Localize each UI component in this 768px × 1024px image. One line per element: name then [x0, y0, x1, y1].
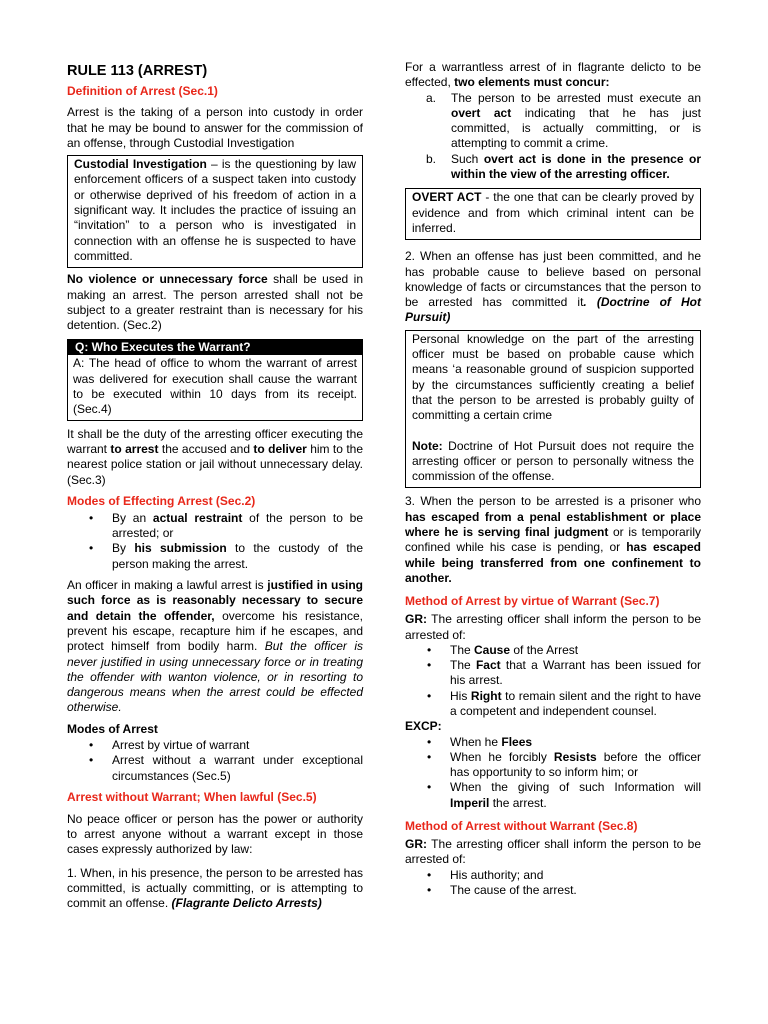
- warrantless-a: For a warrantless arrest of in flagrante delicto to be effected,: [405, 60, 701, 90]
- item-bold: overt act is done in the presence or within the view of the arresting officer.: [451, 151, 701, 182]
- officer-c: overcome his resistance, prevent his escape, recapture him if he escapes, and protect himself from bodily harm.: [67, 608, 363, 654]
- item-pre: When he: [450, 734, 502, 749]
- item-pre: His: [450, 688, 471, 703]
- item-pre: The person to be arrested must execute an: [451, 90, 701, 105]
- item-pre: By: [112, 541, 135, 556]
- gr2-paragraph: [405, 837, 701, 868]
- no-violence-text: shall be used in making an arrest. The person arrested shall not be subject to a greater restraint than is necessary for his detention. (Sec.2): [67, 272, 363, 333]
- list-item: [427, 658, 701, 689]
- bullet-icon: •: [427, 734, 432, 749]
- overt-act-box: [405, 188, 701, 240]
- duty-a: It shall be the duty of the arresting officer executing the warrant: [67, 426, 363, 456]
- item-bold: his submission: [134, 541, 227, 556]
- gr-label: GR:: [405, 612, 427, 627]
- note-text: Doctrine of Hot Pursuit does not require the arresting officer or person to personally witness the commission of the offense.: [412, 438, 694, 484]
- item-bold: Imperil: [450, 795, 490, 810]
- item-bold: Cause: [474, 642, 511, 657]
- list-item: [427, 749, 701, 781]
- duty-e: him to the nearest police station or jail without unnecessary delay. (Sec.3): [67, 441, 364, 487]
- item-bold: Flees: [501, 734, 533, 749]
- gr2-list: [405, 868, 701, 899]
- duty-paragraph: [67, 427, 363, 488]
- item-pre: By an: [112, 510, 153, 525]
- item-text: Arrest by virtue of warrant: [112, 737, 250, 752]
- bullet-icon: •: [89, 541, 94, 556]
- item1-bold-italic: (Flagrante Delicto Arrests): [171, 896, 322, 911]
- duty-c: the accused and: [158, 441, 254, 456]
- no-violence-paragraph: [67, 272, 363, 333]
- excp-label: EXCP:: [405, 719, 442, 734]
- item3-c: or is temporarily confined while his case is pending, or: [405, 525, 702, 555]
- item-text: His authority; and: [450, 867, 544, 882]
- item2-bold-italic: . (Doctrine of Hot Pursuit): [405, 295, 702, 325]
- item2-text: 2. When an offense has just been committed, and he has probable cause to believe based on personal knowledge of facts or circumstances that the person to be arrested has committed it: [405, 249, 701, 310]
- item-bold: Resists: [553, 749, 597, 764]
- custodial-investigation-box: [67, 155, 363, 268]
- question-bar: Q: Who Executes the Warrant?: [67, 339, 363, 355]
- item-post: that a Warrant has been issued for his arrest.: [450, 658, 701, 688]
- overt-term: OVERT ACT: [412, 190, 482, 205]
- list-item: [89, 753, 363, 784]
- warrantless-b: two elements must concur:: [454, 75, 610, 90]
- duty-b: to arrest: [110, 441, 159, 456]
- list-item: [89, 541, 363, 572]
- item-2-paragraph: [405, 249, 701, 325]
- right-column: [405, 60, 701, 898]
- list-item: [89, 737, 363, 753]
- note-label: Note:: [412, 438, 443, 453]
- qa-block: [67, 339, 363, 420]
- item-pre: The: [450, 658, 476, 673]
- gr-paragraph: [405, 612, 701, 643]
- hot-pursuit-note: [412, 439, 694, 485]
- item-post: to the custody of the person making the arrest.: [112, 541, 363, 571]
- item-post: the arrest.: [489, 795, 547, 810]
- personal-knowledge-box: [405, 330, 701, 489]
- without-warrant-text: No peace officer or person has the power or authority to arrest anyone without a warrant except in those cases expressly authorized by law:: [67, 811, 363, 857]
- item-bold: actual restraint: [152, 510, 243, 525]
- bullet-icon: •: [427, 642, 432, 657]
- gr2-label: GR:: [405, 837, 427, 852]
- elements-list: [405, 91, 701, 183]
- bullet-icon: •: [427, 780, 432, 795]
- item-bold: Fact: [475, 658, 501, 673]
- custodial-investigation-text: [74, 157, 356, 264]
- item3-a: 3. When the person to be arrested is a prisoner who: [405, 494, 701, 509]
- bullet-icon: •: [427, 658, 432, 673]
- modes-effecting-heading: Modes of Effecting Arrest (Sec.2): [67, 493, 256, 508]
- modes-arrest-heading: Modes of Arrest: [67, 721, 158, 736]
- item-post: before the officer has opportunity to so inform him; or: [450, 749, 701, 780]
- item-post: of the person to be arrested; or: [112, 510, 363, 541]
- item-pre: The: [450, 642, 475, 657]
- duty-d: to deliver: [253, 441, 307, 456]
- item-post: to remain silent and the right to have a competent and independent counsel.: [450, 688, 701, 718]
- definition-heading: Definition of Arrest (Sec.1): [67, 84, 218, 99]
- definition-text: Arrest is the taking of a person into custody in order that he may be bound to answer for the commission of an offense, through Custodial Investigation: [67, 105, 363, 150]
- list-item: [427, 882, 701, 898]
- with-warrant-heading: Method of Arrest by virtue of Warrant (Sec.7): [405, 594, 660, 609]
- personal-knowledge-text: Personal knowledge on the part of the arresting officer must be based on probable cause which means ‘a reasonable ground of suspicion supported by the circumstances sufficiently creating a belief that the person to be arrested is probably guilty of committing a certain crime: [412, 331, 694, 423]
- officer-a: An officer in making a lawful arrest is: [67, 578, 268, 593]
- item-pre: Such: [451, 151, 484, 166]
- item-3-paragraph: [405, 494, 701, 586]
- modes-arrest-list: [67, 738, 363, 784]
- item-marker: b.: [426, 151, 437, 166]
- gr-text: The arresting officer shall inform the person to be arrested of:: [405, 612, 701, 642]
- list-item: [427, 734, 701, 750]
- bullet-icon: •: [89, 753, 94, 768]
- officer-paragraph: [67, 578, 363, 716]
- list-item: [427, 688, 701, 720]
- officer-d: But the officer is never justified in using unnecessary force or in treating the offender with wanton violence, or in resorting to dangerous means when the arrest could be effected otherwise.: [67, 639, 363, 715]
- answer-box: [67, 355, 363, 420]
- modes-effecting-list: [67, 511, 363, 572]
- list-item: [426, 90, 701, 152]
- item-pre: When the giving of such Information will: [450, 780, 701, 795]
- list-item: [427, 780, 701, 811]
- bullet-icon: •: [427, 749, 432, 764]
- bullet-icon: •: [427, 688, 432, 703]
- excp-list: [405, 735, 701, 811]
- item3-d: has escaped while being transferred from one confinement to another.: [405, 540, 701, 585]
- no-violence-bold: No violence or unnecessary force: [67, 272, 268, 287]
- item-text: The cause of the arrest.: [450, 882, 577, 897]
- item-pre: When he forcibly: [450, 749, 554, 764]
- bullet-icon: •: [89, 737, 94, 752]
- overt-desc: - the one that can be clearly proved by evidence and from which criminal intent can be inferred.: [412, 190, 694, 235]
- warrantless-paragraph: [405, 60, 701, 91]
- bullet-icon: •: [89, 510, 94, 525]
- answer-text: A: The head of office to whom the warrant of arrest was delivered for execution shall cause the warrant to be executed within 10 days from its receipt. (Sec.4): [73, 356, 357, 417]
- list-item: [427, 642, 701, 658]
- list-item: [426, 151, 701, 183]
- without-warrant-heading: Arrest without Warrant; When lawful (Sec.5): [67, 789, 317, 804]
- officer-b: justified in using such force as is reasonably necessary to secure and detain the offender,: [67, 578, 363, 623]
- item-post: indicating that he has just committed, is actually committing, or is attempting to commit a crime.: [451, 105, 701, 151]
- item-post: of the Arrest: [510, 642, 579, 657]
- item-marker: a.: [426, 90, 437, 105]
- item-1-paragraph: [67, 866, 363, 912]
- custodial-desc: – is the questioning by law enforcement officers of a suspect taken into custody or otherwise deprived of his freedom of action in a significant way. It includes the practice of issuing an “invitation” to a person who is investigated in connection with an offense he is suspected to have committed.: [74, 157, 356, 263]
- document-title: RULE 113 (ARREST): [67, 63, 208, 79]
- overt-act-text: [412, 190, 694, 236]
- list-item: [89, 510, 363, 542]
- item-text: Arrest without a warrant under exceptional circumstances (Sec.5): [112, 753, 363, 783]
- item-bold: Right: [470, 688, 502, 703]
- bullet-icon: •: [427, 882, 432, 897]
- item3-b: has escaped from a penal establishment or place where he is serving final judgment: [405, 509, 701, 540]
- without-warrant-method-heading: Method of Arrest without Warrant (Sec.8): [405, 819, 638, 834]
- left-column: [67, 60, 363, 912]
- gr2-text: The arresting officer shall inform the person to be arrested of:: [405, 837, 701, 867]
- item1-text: 1. When, in his presence, the person to be arrested has committed, is actually committing, or is attempting to commit an offense.: [67, 865, 363, 911]
- list-item: [427, 867, 701, 883]
- bullet-icon: •: [427, 867, 432, 882]
- gr-list: [405, 643, 701, 719]
- custodial-term: Custodial Investigation: [74, 157, 207, 172]
- item-bold: overt act: [451, 105, 512, 120]
